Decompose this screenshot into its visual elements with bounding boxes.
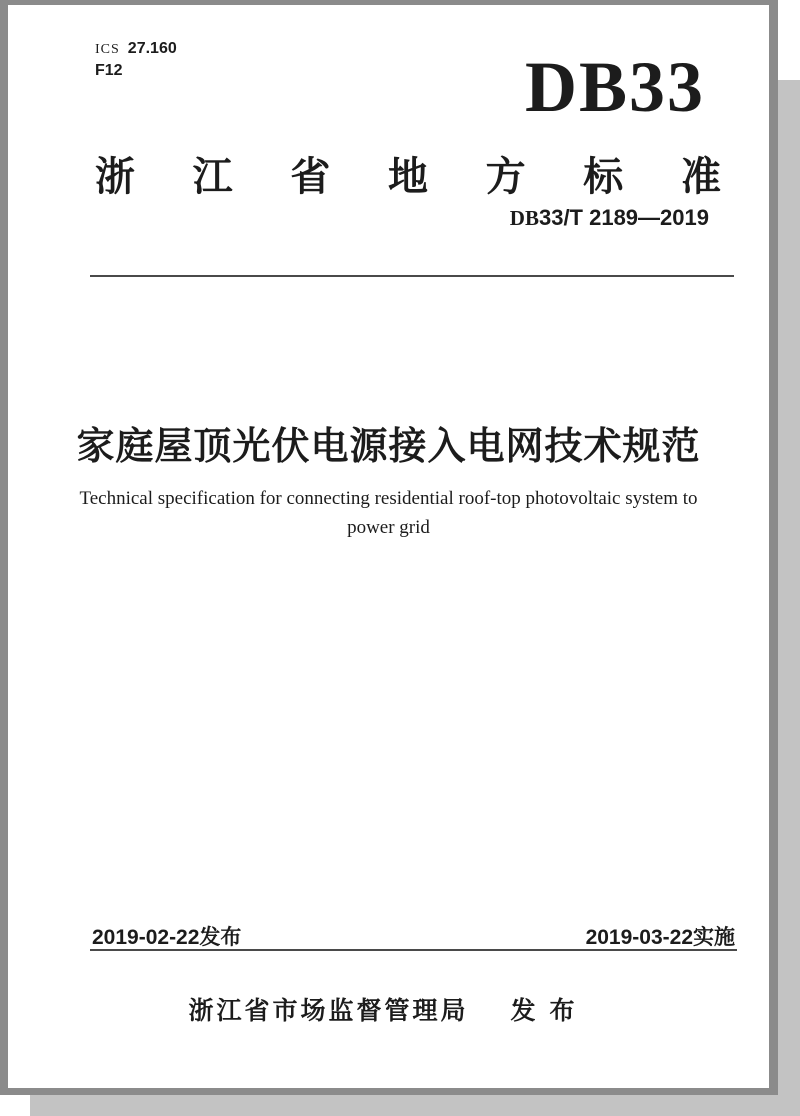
standard-type-char: 方 — [485, 155, 526, 199]
header-divider-line — [90, 275, 734, 277]
standard-type-char: 准 — [680, 155, 721, 199]
ics-line — [95, 40, 177, 58]
standard-title-english — [8, 484, 769, 543]
document-code — [510, 205, 709, 231]
standard-title-chinese: 家庭屋顶光伏电源接入电网技术规范 — [76, 426, 701, 468]
ics-label: ICS — [95, 42, 120, 57]
standard-type-char: 地 — [387, 155, 428, 199]
standard-type-char: 浙 — [95, 155, 135, 199]
implementation-date: 2019-03-22实施 — [585, 926, 735, 949]
ics-value: 27.160 — [127, 40, 177, 57]
classification-code: F12 — [95, 62, 123, 79]
standard-type-char: 江 — [192, 155, 233, 199]
publisher-row — [8, 991, 769, 1027]
publish-label: 发布 — [510, 997, 589, 1025]
standard-type-char: 省 — [290, 155, 331, 199]
publisher-name: 浙江省市场监督管理局 — [188, 997, 469, 1025]
standard-type-title — [95, 145, 721, 202]
footer-divider-line — [90, 949, 737, 951]
issue-date: 2019-02-22发布 — [92, 926, 242, 949]
document-code-prefix: DB — [509, 206, 539, 230]
standard-title-english-line1: Technical specification for connecting residential roof-top photovoltaic system to — [79, 488, 698, 509]
standard-type-char: 标 — [583, 155, 624, 199]
db33-logo: DB33 — [524, 47, 705, 127]
document-code-number: 33/T 2189—2019 — [538, 205, 709, 230]
dates-row — [92, 921, 735, 951]
standard-title-english-line2: power grid — [347, 517, 430, 539]
